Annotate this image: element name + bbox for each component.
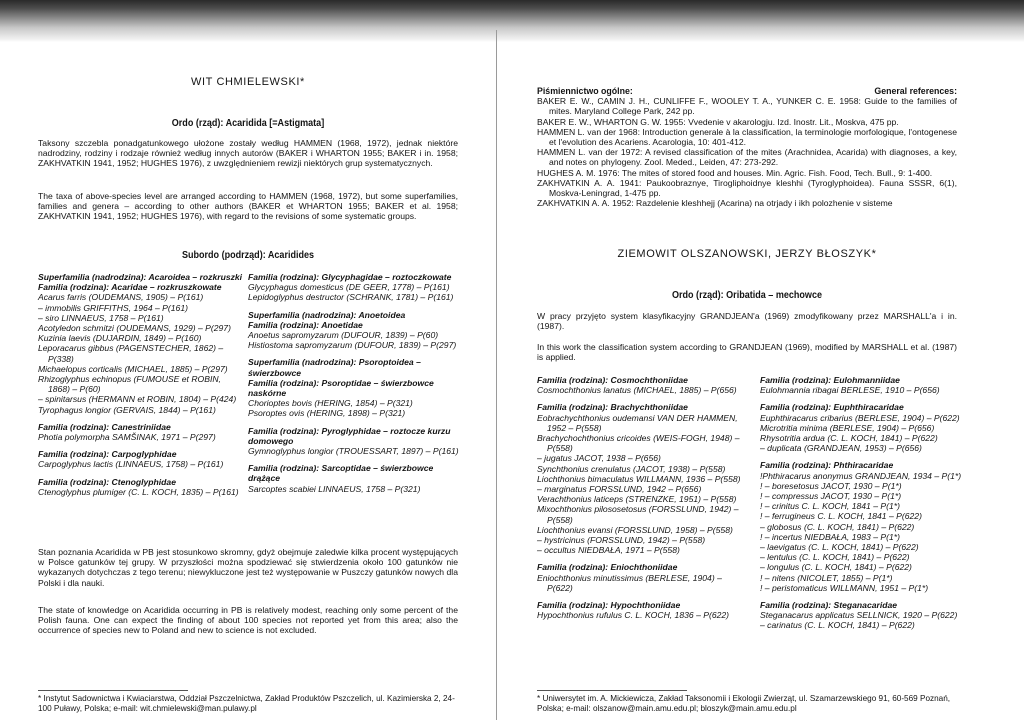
- taxon-heading: Familia (rodzina): Phthiracaridae: [760, 460, 894, 471]
- right-intro-en: [537, 342, 957, 362]
- left-para-en-1: The taxa of above-species level are arranged according to HAMMEN (1968, 1972), but some superfamilies, families and genera – according to other authors (BAKER et WHARTON 1955; BAKER et al. 1958; ZAKHVATKIN 1941, 1952; HUGHES 1976), with regard to the revisions of some systematic groups.: [38, 191, 458, 222]
- taxon-heading: Familia (rodzina): Psoroptidae – świerzbowce naskórne: [248, 377, 434, 399]
- right-intro-pl: [537, 311, 957, 331]
- taxon-entry: Liochthonius bimaculatus WILLMANN, 1936 – P(558): [537, 473, 741, 484]
- taxon-entry: – siro LINNAEUS, 1758 – P(161): [38, 312, 164, 323]
- right-order-title: Ordo (rząd): Oribatida – mechowce: [671, 289, 823, 301]
- left-order-title: Ordo (rząd): Acaridida [=Astigmata]: [171, 117, 325, 129]
- taxon-entry: ! – crinitus C. L. KOCH, 1841 – P(1*): [760, 501, 900, 512]
- list-gap: [248, 350, 460, 357]
- taxon-entry: Leporacarus gibbus (PAGENSTECHER, 1862) – P(338): [38, 343, 224, 364]
- list-gap: [760, 593, 970, 600]
- taxon-entry: Euphthiracarus cribarius (BERLESE, 1904) – P(622): [760, 412, 960, 423]
- left-intro-en: [38, 191, 458, 222]
- left-suborder-title: Subordo (podrząd): Acaridides: [181, 249, 315, 261]
- taxon-entry: – immobilis GRIFFITHS, 1964 – P(161): [38, 302, 188, 313]
- taxon-entry: Kuzinia laevis (DUJARDIN, 1849) – P(160): [38, 333, 202, 344]
- taxon-heading: Familia (rodzina): Eniochthoniidae: [537, 562, 678, 573]
- taxon-entry: – carinatus (C. L. KOCH, 1841) – P(622): [760, 620, 915, 631]
- right-order: [537, 290, 957, 300]
- taxon-entry: – longulus (C. L. KOCH, 1841) – P(622): [760, 562, 912, 573]
- taxon-entry: Ctenoglyphus plumiger (C. L. KOCH, 1835) – P(161): [38, 486, 239, 497]
- right-authors: ZIEMOWIT OLSZANOWSKI, JERZY BŁOSZYK*: [617, 248, 877, 260]
- reference-item: HAMMEN L. van der 1972: A revised classification of the mites (Arachnidea, Acarida) with diagnoses, a key, and notes on phylogeny. Zool. Meded., Leiden, 47: 273-292.: [537, 147, 957, 168]
- left-para-pl-2: Stan poznania Acaridida w PB jest stosunkowo skromny, gdyż obejmuje zaledwie kilka procent występujących w Polsce gatunków tej grupy. W przyszłości można spodziewać się stwierdzenia około 100 gatunków nie wykazanych dotychczas z tego terenu; niewykluczone jest też występowanie w Puszczy gatunków nowych dla Polski i dla nauki.: [38, 547, 458, 588]
- taxon-heading: Familia (rodzina): Hypochthoniidae: [537, 600, 681, 611]
- taxon-entry: Michaelopus corticalis (MICHAEL, 1885) – P(297): [38, 363, 228, 374]
- taxon-entry: !Phthiracarus anonymus GRANDJEAN, 1934 – P(1*): [760, 470, 962, 481]
- taxon-entry: – spinitarsus (HERMANN et ROBIN, 1804) – P(424): [38, 394, 237, 405]
- taxon-heading: Familia (rodzina): Pyroglyphidae – roztocze kurzu domowego: [248, 425, 451, 446]
- left-footnote-rule: [38, 690, 188, 691]
- list-gap: [537, 593, 742, 600]
- list-gap: [537, 395, 742, 402]
- left-footnote: * Instytut Sadownictwa i Kwiaciarstwa, Oddział Pszczelnictwa, Zakład Produktów Pszczelich, ul. Kazimierska 2, 24-100 Puławy, Polska; e-mail: wit.chmielewski@man.pulawy.pl: [38, 694, 455, 713]
- reference-item: ZAKHVATKIN A. A. 1952: Razdelenie kleshhejj (Acarina) na otrjady i ikh polozhenie v sisteme: [537, 198, 893, 209]
- taxon-entry: Steganacarus applicatus SELLNICK, 1920 – P(622): [760, 610, 958, 621]
- taxon-entry: Rhizoglyphus echinopus (FUMOUSE et ROBIN, 1868) – P(60): [38, 374, 221, 395]
- taxon-entry: Chorioptes bovis (HERING, 1854) – P(321): [248, 398, 413, 409]
- taxon-entry: – laevigatus (C. L. KOCH, 1841) – P(622): [760, 542, 919, 553]
- taxon-entry: – occultus NIEDBAŁA, 1971 – P(558): [537, 545, 680, 556]
- references-heading-pl: Piśmiennictwo ogólne:: [537, 86, 633, 96]
- taxon-entry: Rhysotritia ardua (C. L. KOCH, 1841) – P(622): [760, 433, 938, 444]
- taxon-heading: Familia (rodzina): Glycyphagidae – roztoczkowate: [248, 272, 452, 282]
- taxon-entry: – jugatus JACOT, 1938 – P(656): [537, 453, 661, 464]
- taxon-entry: Verachthonius laticeps (STRENZKE, 1951) – P(558): [537, 494, 737, 505]
- taxon-heading: Familia (rodzina): Carpoglyphidae: [38, 449, 177, 460]
- taxon-heading: Familia (rodzina): Acaridae – rozkruszkowate: [38, 282, 222, 293]
- right-footnote-rule: [537, 690, 687, 691]
- left-para-en-2: The state of knowledge on Acaridida occurring in PB is relatively modest, reaching only some percent of the Polish fauna. One can expect the finding of about 100 species not reported yet from this area; also the occurrence of species new to Poland and new to science is not excluded.: [38, 605, 458, 636]
- taxon-entry: Eniochthonius minutissimus (BERLESE, 1904) – P(622): [537, 572, 722, 593]
- taxon-heading: Familia (rodzina): Sarcoptidae – świerzbowce drążące: [248, 463, 434, 484]
- left-closing-pl: [38, 547, 458, 588]
- taxon-heading: Superfamilia (nadrodzina): Anoetoidea: [248, 309, 406, 320]
- left-author: WIT CHMIELEWSKI*: [191, 76, 305, 88]
- list-gap: [248, 419, 460, 426]
- reference-item: BAKER E. W., CAMIN J. H., CUNLIFFE F., WOOLEY T. A., YUNKER C. E. 1958: Guide to the families of mites. Maryland College Park, 242 pp.: [537, 96, 957, 117]
- taxon-entry: Gymnoglyphus longior (TROUESSART, 1897) – P(161): [248, 446, 459, 457]
- taxon-entry: Eobrachychthonius oudemansi VAN DER HAMMEN, 1952 – P(558): [537, 412, 738, 433]
- taxon-entry: Brachychochthonius cricoides (WEIS-FOGH, 1948) – P(558): [537, 433, 740, 454]
- right-footnote: * Uniwersytet im. A. Mickiewicza, Zakład Taksonomii i Ekologii Zwierząt, ul. Szamarzewskiego 91, 60-569 Poznań, Polska; e-mail: olszanow@main.amu.edu.pl; bloszyk@main.amu.edu.pl: [537, 694, 951, 713]
- taxon-heading: Familia (rodzina): Eulohmanniidae: [760, 375, 900, 385]
- taxon-entry: Glycyphagus domesticus (DE GEER, 1778) – P(161): [248, 282, 450, 293]
- taxon-entry: Liochthonius evansi (FORSSLUND, 1958) – P(558): [537, 524, 733, 535]
- references-heading-en: General references:: [874, 86, 957, 96]
- scan-shadow-band: [0, 0, 1024, 42]
- taxon-entry: Acarus farris (OUDEMANS, 1905) – P(161): [38, 292, 204, 303]
- taxon-heading: Familia (rodzina): Ctenoglyphidae: [38, 476, 176, 487]
- reference-item: HAMMEN L. van der 1968: Introduction generale à la classification, la terminologie morfologique, l'ontogenese et l'evolution des Acariens. Acarologia, 10: 401-412.: [537, 126, 957, 148]
- taxon-entry: Carpoglyphus lactis (LINNAEUS, 1758) – P(161): [38, 459, 224, 470]
- list-gap: [38, 442, 243, 449]
- list-gap: [248, 303, 460, 310]
- taxon-heading: Familia (rodzina): Brachychthoniidae: [537, 402, 688, 413]
- taxon-heading: Familia (rodzina): Euphthiracaridae: [760, 402, 904, 413]
- list-gap: [38, 415, 243, 422]
- left-taxa-list-a: [38, 272, 243, 497]
- taxon-entry: Mixochthonius pilososetosus (FORSSLUND, 1942) – P(558): [537, 504, 739, 525]
- right-taxa-list-b: [760, 375, 970, 631]
- reference-item: BAKER E. W., WHARTON G. W. 1955: Vvedenie v akarologju. Izd. Inostr. Lit., Moskva, 475 pp.: [537, 116, 899, 127]
- taxon-entry: Sarcoptes scabiei LINNAEUS, 1758 – P(321): [248, 483, 421, 494]
- reference-item: HUGHES A. M. 1976: The mites of stored food and houses. Min. Agric. Fish. Food, Tech. Bull., 9: 1-400.: [537, 167, 933, 178]
- list-gap: [248, 456, 460, 463]
- taxon-entry: Microtritia minima (BERLESE, 1904) – P(656): [760, 422, 935, 433]
- right-references: [537, 86, 957, 208]
- left-order: [38, 118, 458, 128]
- left-page-header: [38, 77, 458, 87]
- taxon-entry: Anoetus sapromyzarum (DUFOUR, 1839) – P(60): [248, 330, 439, 341]
- left-intro-pl: [38, 138, 458, 169]
- taxon-entry: Photia polymorpha SAMŠINAK, 1971 – P(297): [38, 432, 216, 443]
- right-page-header: [537, 249, 957, 259]
- taxon-entry: Tyrophagus longior (GERVAIS, 1844) – P(161): [38, 404, 216, 415]
- taxon-entry: ! – boresetosus JACOT, 1930 – P(1*): [760, 480, 902, 491]
- list-gap: [38, 470, 243, 477]
- taxon-entry: Psoroptes ovis (HERING, 1898) – P(321): [248, 408, 406, 419]
- taxon-heading: Superfamilia (nadrodzina): Psoroptoidea – świerzbowce: [248, 357, 421, 378]
- list-gap: [760, 395, 970, 402]
- left-closing-en: [38, 605, 458, 636]
- taxon-entry: Synchthonius crenulatus (JACOT, 1938) – P(558): [537, 463, 726, 474]
- references-header: [537, 86, 957, 96]
- taxon-entry: – marginatus FORSSLUND, 1942 – P(656): [537, 484, 702, 495]
- taxon-entry: – globosus (C. L. KOCH, 1841) – P(622): [760, 521, 915, 532]
- taxon-heading: Familia (rodzina): Cosmochthoniidae: [537, 375, 688, 385]
- taxon-entry: ! – ferrugineus C. L. KOCH, 1841 – P(622): [760, 511, 922, 522]
- reference-item: ZAKHVATKIN A. A. 1941: Paukoobraznye, Tirogliphoidnye kleshhi (Tyroglyphoidea). Fauna SSSR, 6(1), Moskva-Leningrad, 1-475 pp.: [537, 177, 957, 199]
- taxon-entry: Lepidoglyphus destructor (SCHRANK, 1781) – P(161): [248, 292, 454, 303]
- page-spine: [496, 30, 497, 720]
- taxon-entry: Cosmochthonius lanatus (MICHAEL, 1885) – P(656): [537, 385, 737, 396]
- left-taxa-list-b: [248, 272, 460, 494]
- taxon-entry: Acotyledon schmitzi (OUDEMANS, 1929) – P(297): [38, 323, 231, 334]
- taxon-heading: Familia (rodzina): Anoetidae: [248, 319, 363, 330]
- taxon-entry: Eulohmannia ribagai BERLESE, 1910 – P(656): [760, 385, 940, 396]
- taxon-entry: Histiostoma sapromyzarum (DUFOUR, 1839) – P(297): [248, 340, 457, 351]
- taxon-entry: – duplicata (GRANDJEAN, 1953) – P(656): [760, 443, 922, 454]
- right-taxa-list-a: [537, 375, 742, 620]
- taxon-entry: – lentulus (C. L. KOCH, 1841) – P(622): [760, 552, 910, 563]
- taxon-entry: – hystricinus (FORSSLUND, 1942) – P(558): [537, 535, 706, 546]
- left-para-pl-1: Taksony szczebla ponadgatunkowego ułożone zostały według HAMMEN (1968, 1972), jednak niektóre nadrodziny, rodziny i rodzaje również według innych autorów (BAKER i WHARTON 1955; BAKER i in. 1958; ZAKHVATKIN 1941, 1952; HUGHES 1976), z uwzględnieniem rewizji niektórych grup systematycznych.: [38, 138, 458, 169]
- taxon-entry: Hypochthonius rufulus C. L. KOCH, 1836 – P(622): [537, 610, 730, 621]
- left-suborder: [38, 250, 458, 260]
- right-para-en: In this work the classification system according to GRANDJEAN (1969), modified by MARSHALL et al. (1987) is applied.: [537, 342, 957, 363]
- list-gap: [760, 453, 970, 460]
- taxon-entry: ! – nitens (NICOLET, 1855) – P(1*): [760, 572, 893, 583]
- taxon-entry: ! – incertus NIEDBAŁA, 1983 – P(1*): [760, 531, 900, 542]
- taxon-heading: Superfamilia (nadrodzina): Acaroidea – rozkruszki: [38, 272, 243, 282]
- taxon-entry: ! – peristomaticus WILLMANN, 1951 – P(1*): [760, 582, 929, 593]
- taxon-entry: ! – compressus JACOT, 1930 – P(1*): [760, 491, 902, 502]
- right-para-pl: W pracy przyjęto system klasyfikacyjny GRANDJEAN'a (1969) zmodyfikowany przez MARSHALL'a i in. (1987).: [537, 311, 957, 332]
- references-list: [537, 96, 957, 208]
- taxon-heading: Familia (rodzina): Canestriniidae: [38, 421, 171, 432]
- taxon-heading: Familia (rodzina): Steganacaridae: [760, 600, 898, 611]
- list-gap: [537, 555, 742, 562]
